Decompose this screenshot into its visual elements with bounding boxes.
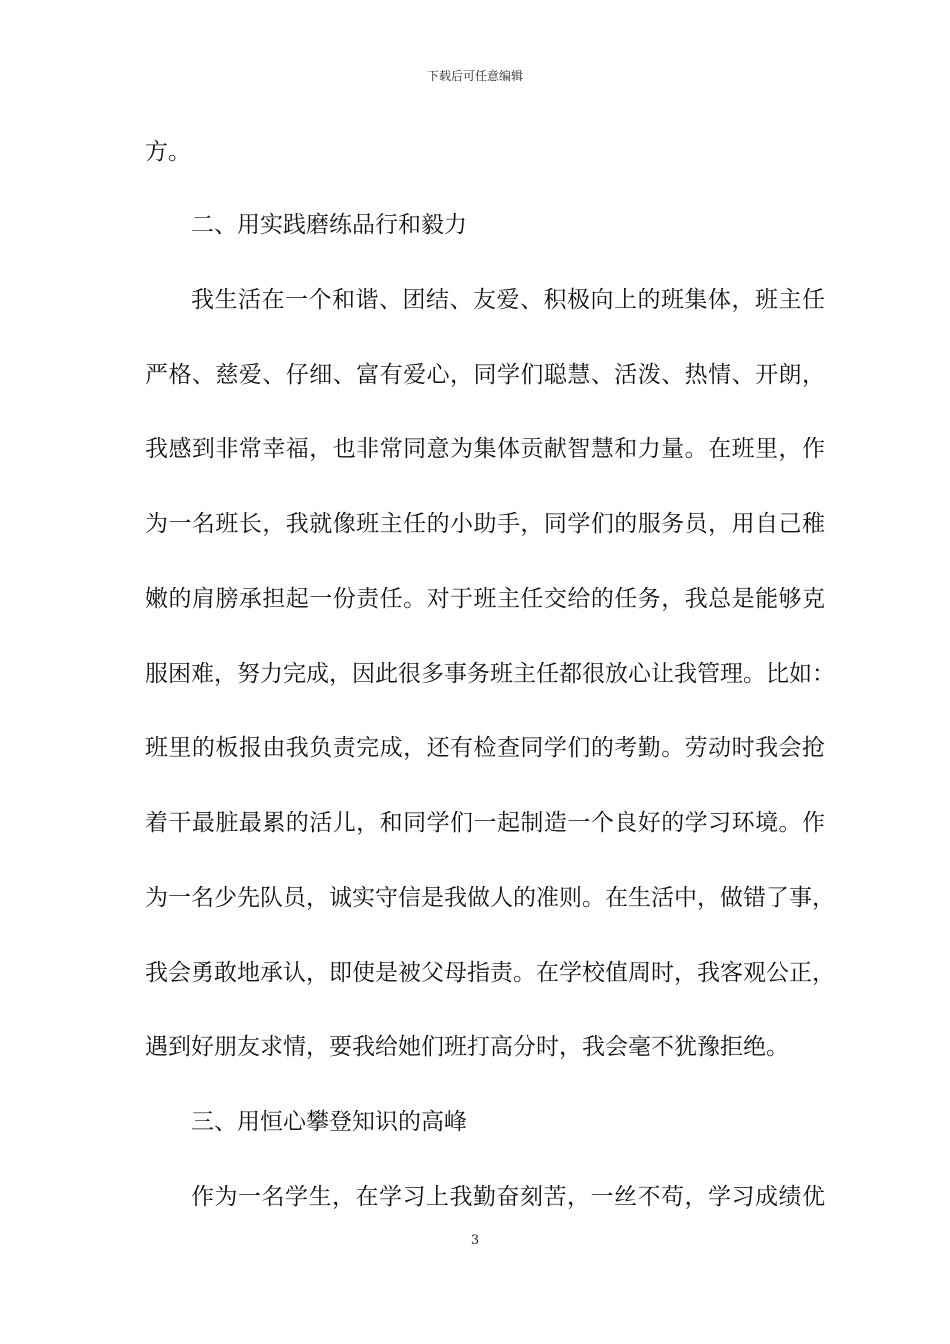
- paragraph-line: 严格、慈爱、仔细、富有爱心，同学们聪慧、活泼、热情、开朗，: [145, 362, 825, 388]
- paragraph-line: 为一名少先队员，诚实守信是我做人的准则。在生活中，做错了事，: [145, 885, 835, 911]
- page-header: 下载后可任意编辑: [426, 69, 523, 83]
- paragraph-line: 服困难，努力完成，因此很多事务班主任都很放心让我管理。比如：: [145, 661, 835, 687]
- section-heading: 三、用恒心攀登知识的高峰: [191, 1109, 467, 1135]
- section-heading: 二、用实践磨练品行和毅力: [191, 212, 467, 238]
- paragraph-line: 我感到非常幸福，也非常同意为集体贡献智慧和力量。在班里，作: [145, 436, 825, 462]
- paragraph-line: 着干最脏最累的活儿，和同学们一起制造一个良好的学习环境。作: [145, 810, 825, 836]
- paragraph-line: 我生活在一个和谐、团结、友爱、积极向上的班集体，班主任: [191, 287, 825, 313]
- text-line: 方。: [145, 139, 191, 165]
- page-number: 3: [470, 1233, 480, 1248]
- paragraph-line: 遇到好朋友求情，要我给她们班打高分时，我会毫不犹豫拒绝。: [145, 1034, 789, 1060]
- paragraph-line: 我会勇敢地承认，即使是被父母指责。在学校值周时，我客观公正，: [145, 960, 835, 986]
- paragraph-line: 嫩的肩膀承担起一份责任。对于班主任交给的任务，我总是能够克: [145, 586, 825, 612]
- paragraph-line: 班里的板报由我负责完成，还有检查同学们的考勤。劳动时我会抢: [145, 735, 825, 761]
- paragraph-line: 作为一名学生，在学习上我勤奋刻苦，一丝不苟，学习成绩优: [191, 1184, 825, 1210]
- paragraph-line: 为一名班长，我就像班主任的小助手，同学们的服务员，用自己稚: [145, 511, 825, 537]
